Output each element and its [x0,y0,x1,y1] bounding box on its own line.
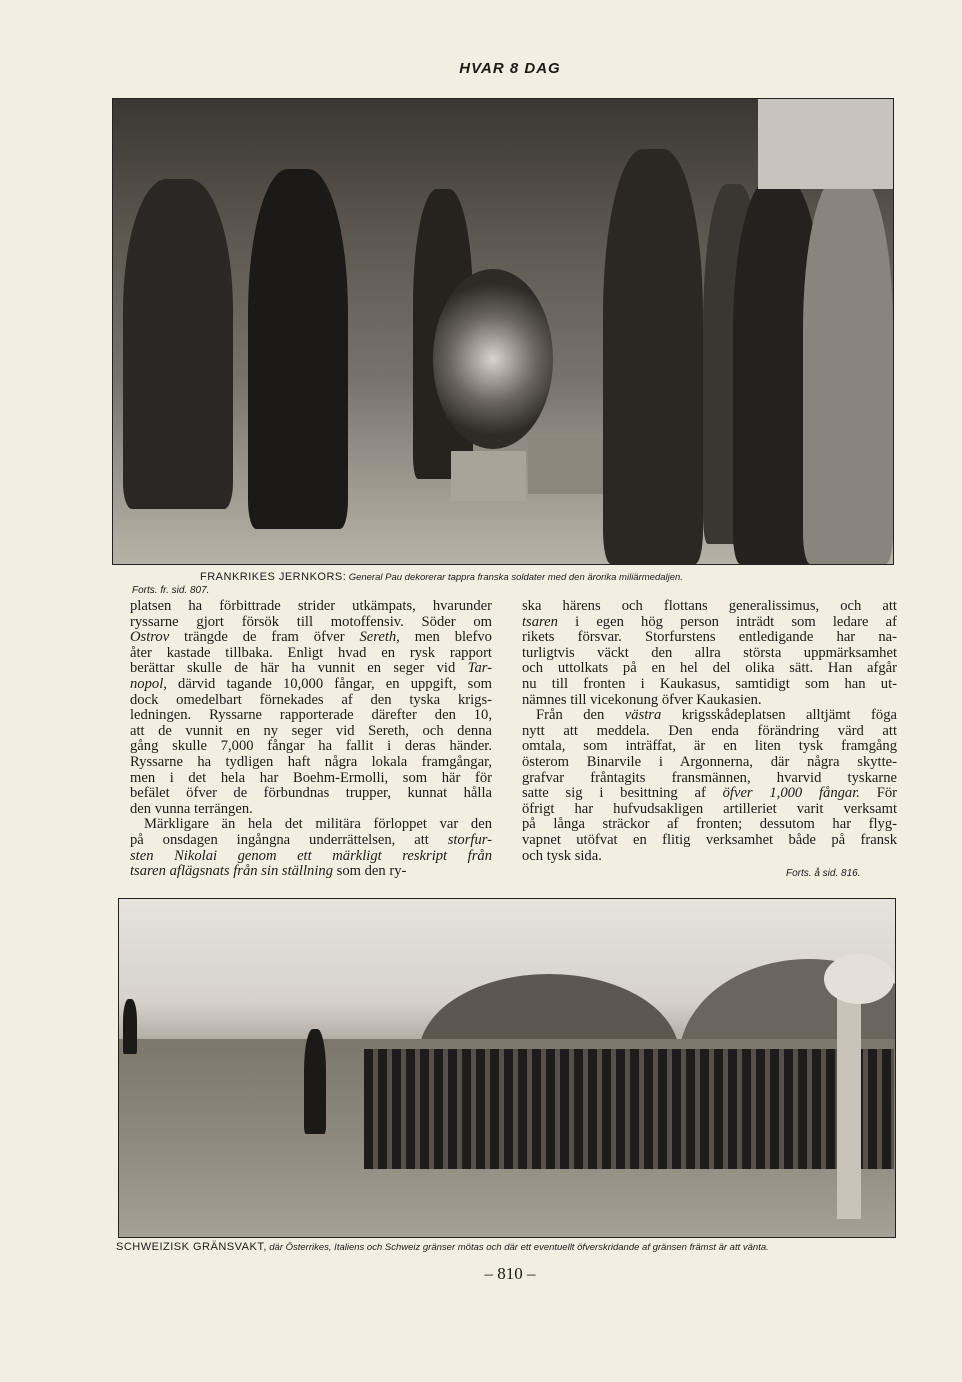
text-line [130,693,492,709]
text-line [130,864,492,880]
flower-arrangement [433,269,553,449]
text: och tysk sida. [522,847,602,864]
text-line [130,755,492,771]
text: men blefvo [399,629,492,646]
left-column-text [130,599,492,880]
text-line [522,677,897,693]
text: nämnes till vicekonung öfver Kaukasien. [522,691,762,708]
text: trängde de fram öfver [169,629,360,646]
italic-text: västra [624,707,662,724]
text-line [522,849,897,865]
text-line [522,646,897,662]
text-line [130,661,492,677]
right-column-text [522,599,897,864]
text: satte sig i besittning af [522,785,723,802]
text: befälet öfver de förbundnas trupper, kunnat hålla [130,785,492,802]
text: För [859,785,897,802]
italic-text: sten Nikolai genom ett märkligt reskript från [130,847,492,864]
officer-figure [304,1029,326,1134]
text-line [130,802,492,818]
text: Från den [536,707,625,724]
text: den vunna terrängen. [130,800,253,817]
text: krigsskådeplatsen alltjämt föga [661,707,897,724]
text-line [522,724,897,740]
border-sign [824,954,894,1004]
sentry-figure [123,999,137,1054]
caption-heading: FRANKRIKES JERNKORS: [200,571,347,583]
photo-swiss-border-guard [118,898,896,1238]
photo-general-decorating-soldiers [112,98,894,565]
text: men i det hela har Boehm-Ermolli, som här för [130,769,492,786]
text-line [130,786,492,802]
figure [603,149,703,564]
text-line [130,708,492,724]
text-line [522,615,897,631]
text-line [522,771,897,787]
caption-heading: SCHWEIZISK GRÄNSVAKT, [116,1241,267,1253]
text-line [522,817,897,833]
text: Märkligare än hela det militära förloppet var den [144,816,492,833]
text: turligtvis väckt den allra största uppmärksamhet [522,644,897,661]
italic-text: Ostrov [130,629,170,646]
text: österom Binarvile i Argonnerna, där några skytte- [522,753,897,770]
continued-from-note: Forts. fr. sid. 807. [132,585,210,596]
text-line [522,755,897,771]
text-line [130,849,492,865]
text-line [522,599,897,615]
text: öfrigt har hufvudsakligen artilleriet varit verksamt [522,800,897,817]
text: ledningen. Ryssarne rapporterade därefter den 10, [130,707,492,724]
italic-text: nopol, [130,675,167,692]
running-header: HVAR 8 DAG [459,60,561,77]
text-line [130,833,492,849]
text-line [130,771,492,787]
text: att de vunnit en ny seger vid Sereth, och denna [130,722,492,739]
text-line [130,630,492,646]
text-line [522,708,897,724]
text: ska härens och flottans generalissimus, och att [522,598,897,614]
italic-text: tsaren aflägsnats från sin ställning [130,863,333,880]
text-line [522,739,897,755]
italic-text: tsaren [522,613,558,630]
border-post [837,979,861,1219]
vehicle [758,99,893,189]
planter-box [451,451,526,501]
soldiers-group [364,1049,894,1169]
text: dock omedelbart förnekades af den tyska krigs- [130,691,492,708]
text: platsen ha förbittrade strider utkämpats, hvarunder [130,598,492,614]
caption-text: General Pau dekorerar tappra franska soldater med den ärorika miliärmedaljen. [348,572,683,583]
text-line [130,677,492,693]
text-line [522,693,897,709]
photo2-caption [116,1241,769,1254]
figure [123,179,233,509]
text: grafvar fråntagits fransmännen, hvarvid tyskarne [522,769,897,786]
text-line [130,646,492,662]
italic-text: Sereth, [359,629,400,646]
text: nytt att meddela. Den enda förändring värd att [522,722,897,739]
text: gång skulle 7,000 fångar ha fallit i deras händer. [130,738,492,755]
text-line [130,724,492,740]
continued-to-note: Forts. å sid. 816. [786,868,861,879]
text: nu till fronten i Kaukasus, samtidigt som han ut- [522,675,897,692]
text: på onsdagen ingångna underrättelsen, att [130,831,448,848]
photo1-caption [200,571,683,584]
text: därvid tagande 10,000 fångar, en uppgift, som [166,675,492,692]
text: ryssarne gjort försök till motoffensiv. Söder om [130,613,492,630]
text-line [522,802,897,818]
text-line [522,833,897,849]
italic-text: Tar- [467,660,492,677]
italic-text: storfur- [447,831,492,848]
text: på långa sträckor af fronten; dessutom har flyg- [522,816,897,833]
text: omtala, som inträffat, är en liten tysk framgång [522,738,897,755]
text-line [522,661,897,677]
italic-text: öfver 1,000 fångar. [722,785,860,802]
figure [803,174,893,564]
text-line [130,739,492,755]
text: i egen hög person inträdt som ledare af [557,613,897,630]
text: Ryssarne ha tydligen haft några lokala framgångar, [130,753,492,770]
text-line [130,615,492,631]
text-line [522,630,897,646]
text: rikets försvar. Storfurstens entledigande har na- [522,629,897,646]
text: åter kastade tillbaka. Enligt hvad en rysk rapport [130,644,492,661]
text: och uttolkats på en hel del olika sätt. Han afgår [522,660,897,677]
text: som den ry- [333,863,407,880]
text-line [522,786,897,802]
text: vapnet utöfvat en flitig verksamhet både på fransk [522,831,897,848]
figure [248,169,348,529]
caption-text: där Österrikes, Italiens och Schweiz gränser mötas och där ett eventuellt öfverskridande af gränsen främst är att vänta. [269,1242,769,1253]
text-line [130,599,492,615]
page-number: – 810 – [484,1264,536,1283]
text-line [130,817,492,833]
text: berättar skulle de här ha vunnit en seger vid [130,660,468,677]
